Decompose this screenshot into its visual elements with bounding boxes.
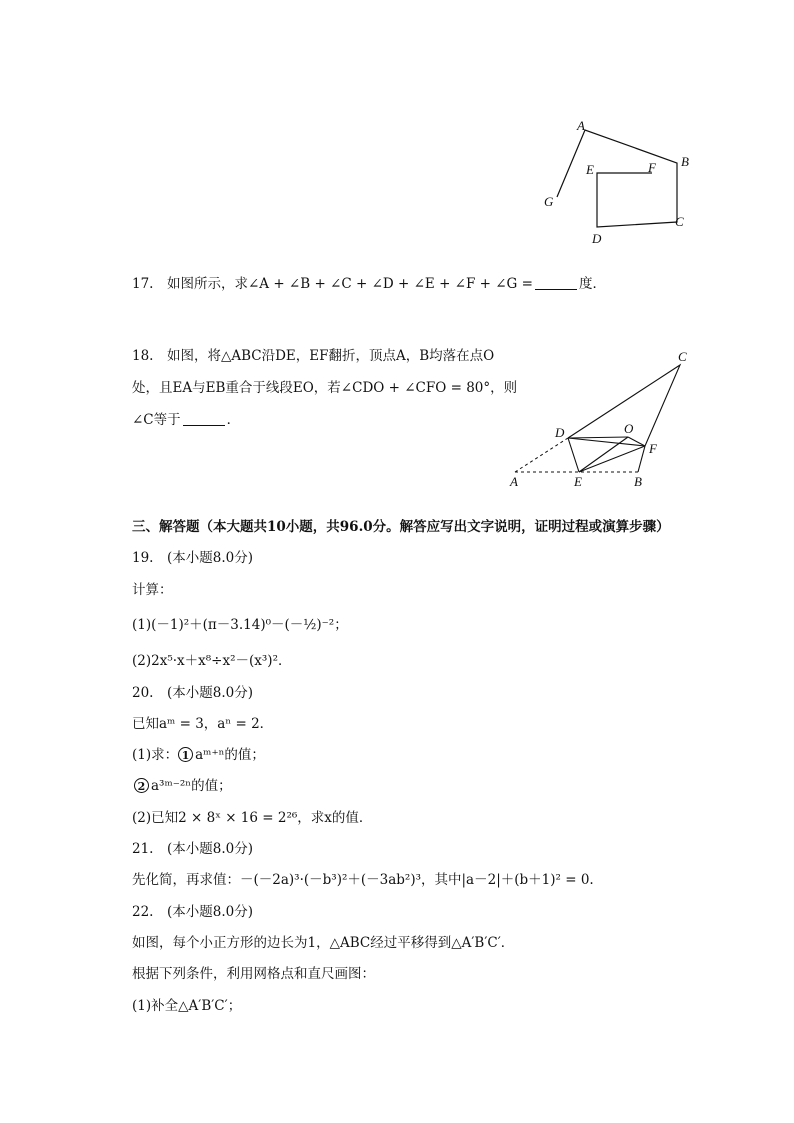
fig17-lines-AB: [557, 130, 677, 227]
question-20-part-2: (2)已知2 × 8ˣ × 16 = 2²⁶，求x的值．: [132, 810, 373, 826]
question-21-header: 21. (本小题8.0分): [132, 841, 253, 857]
fig18-label-E: E: [574, 474, 582, 489]
question-20-header: 20. (本小题8.0分): [132, 685, 253, 701]
q18-line3-text: ∠C等于: [132, 412, 181, 428]
question-18-line-1: 18. 如图，将△ABC沿DE，EF翻折，顶点A，B均落在点O: [132, 348, 495, 364]
figure-18: [505, 345, 695, 490]
fig17-label-E: E: [586, 162, 594, 177]
fig18-label-C: C: [678, 349, 687, 364]
question-21-text: 先化简，再求值：－(－2a)³·(－b³)²＋(－3ab²)³，其中|a－2|＋(b＋1)² = 0.: [132, 872, 594, 888]
fig18-label-F: F: [649, 441, 657, 456]
figure-17: [530, 115, 700, 250]
q18-answer-blank[interactable]: [183, 411, 225, 426]
q17-answer-blank[interactable]: [535, 275, 577, 290]
fig18-label-O: O: [624, 421, 634, 436]
question-20-part-1b: [134, 776, 232, 796]
fig17-label-G: G: [544, 194, 554, 209]
circled-number-2: 2: [134, 778, 149, 793]
question-20-part-1: [132, 745, 265, 765]
fig18-label-A: A: [510, 474, 518, 489]
q20-p1-expr: aᵐ⁺ⁿ的值；: [195, 747, 265, 763]
question-19-part-1: (1)(－1)²＋(π－3.14)⁰－(－½)⁻²；: [132, 617, 348, 633]
fig17-label-F: F: [648, 160, 656, 175]
question-22-line-3: (1)补全△A′B′C′；: [132, 998, 242, 1014]
question-17: [132, 274, 606, 294]
question-19-intro: 计算：: [132, 582, 173, 598]
question-22-line-1: 如图，每个小正方形的边长为1，△ABC经过平移得到△A′B′C′．: [132, 935, 515, 951]
fig17-label-B: B: [681, 154, 689, 169]
fig18-label-B: B: [634, 474, 642, 489]
question-18-line-3: [132, 410, 240, 430]
question-19-part-2: (2)2x⁵·x＋x⁸÷x²－(x³)²．: [132, 653, 292, 669]
q17-text: 17. 如图所示，求∠A + ∠B + ∠C + ∠D + ∠E + ∠F + ∠G =: [132, 276, 533, 292]
q17-suffix: 度．: [578, 276, 606, 292]
question-22-line-2: 根据下列条件，利用网格点和直尺画图：: [132, 966, 375, 982]
section-3-heading: 三、解答题（本大题共10小题，共96.0分。解答应写出文字说明，证明过程或演算步骤）: [132, 519, 670, 535]
fig18-label-D: D: [555, 425, 565, 440]
fig17-label-A: A: [577, 118, 585, 133]
fig17-label-C: C: [675, 214, 684, 229]
question-20-given: 已知aᵐ = 3，aⁿ = 2．: [132, 716, 274, 732]
question-19-header: 19. (本小题8.0分): [132, 550, 253, 566]
q20-p1-prefix: (1)求：: [132, 747, 179, 763]
question-22-header: 22. (本小题8.0分): [132, 904, 253, 920]
q18-line3-suffix: ．: [226, 412, 241, 428]
q20-p1b-expr: a³ᵐ⁻²ⁿ的值；: [151, 778, 232, 794]
fig17-label-D: D: [592, 231, 602, 246]
circled-number-1: 1: [178, 747, 193, 762]
question-18-line-2: 处，且EA与EB重合于线段EO，若∠CDO + ∠CFO = 80°，则: [132, 380, 518, 396]
